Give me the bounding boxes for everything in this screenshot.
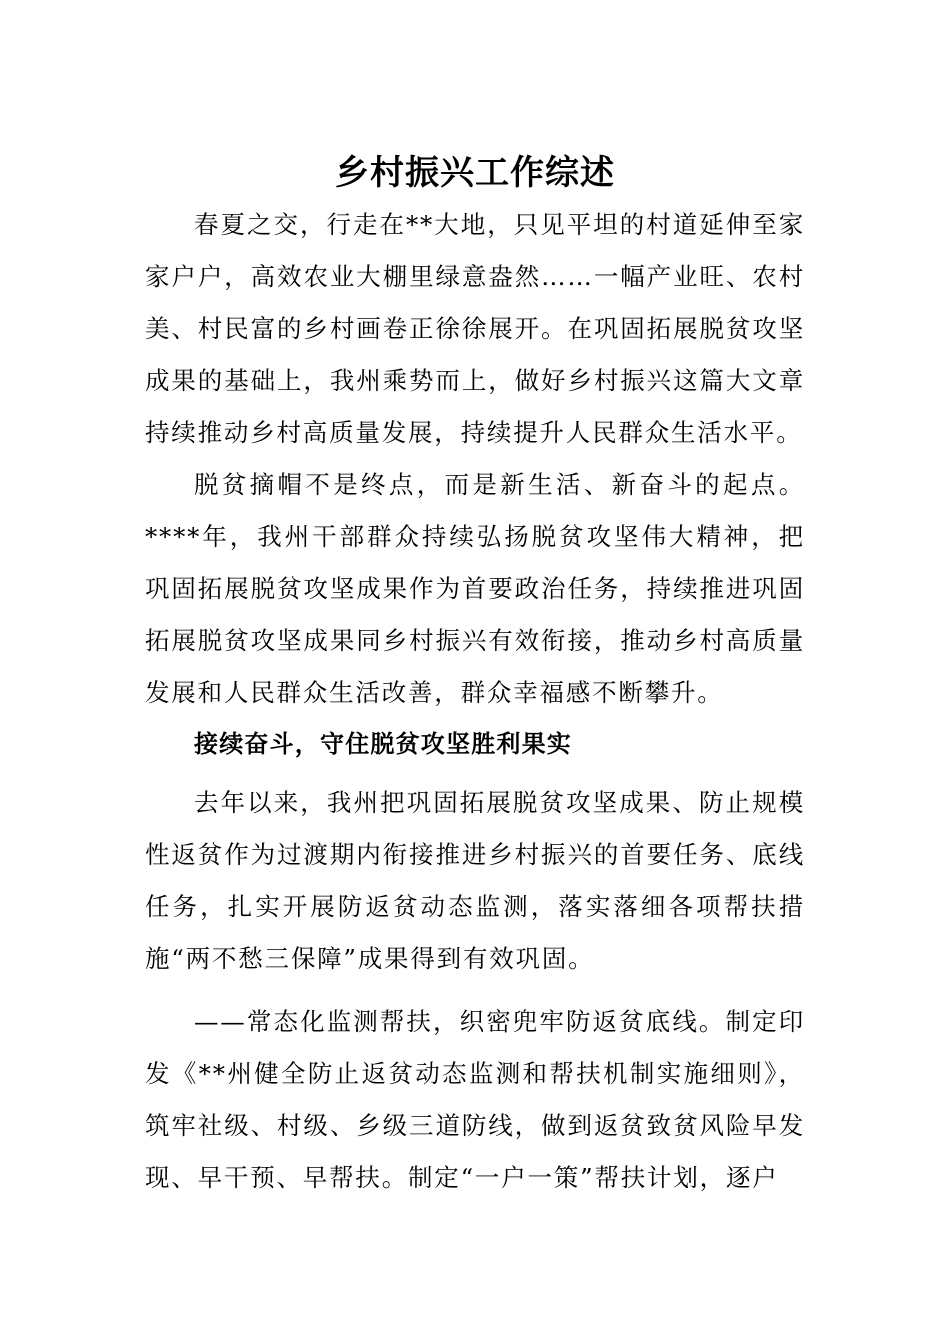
- section-heading: 接续奋斗，守住脱贫攻坚胜利果实: [194, 730, 572, 758]
- body-paragraph-consolidation: 去年以来，我州把巩固拓展脱贫攻坚成果、防止规模性返贫作为过渡期内衔接推进乡村振兴的首要任务、底线任务，扎实开展防返贫动态监测，落实落细各项帮扶措施“两不愁三保障”成果得到有效巩固。: [145, 788, 805, 973]
- body-paragraph-monitoring: ——常态化监测帮扶，织密兜牢防返贫底线。制定印发《**州健全防止返贫动态监测和帮扶机制实施细则》，筑牢社级、村级、乡级三道防线，做到返贫致贫风险早发现、早干预、早帮扶。制定“一户一策”帮扶计划，逐户: [145, 1007, 805, 1192]
- document-title: 乡村振兴工作综述: [335, 152, 615, 193]
- body-paragraph-intro: 春夏之交，行走在**大地，只见平坦的村道延伸至家家户户，高效农业大棚里绿意盎然……一幅产业旺、农村美、村民富的乡村画卷正徐徐展开。在巩固拓展脱贫攻坚成果的基础上，我州乘势而上，做好乡村振兴这篇大文章持续推动乡村高质量发展，持续提升人民群众生活水平。: [145, 210, 805, 447]
- body-paragraph-starting-point: 脱贫摘帽不是终点，而是新生活、新奋斗的起点。****年，我州干部群众持续弘扬脱贫攻坚伟大精神，把巩固拓展脱贫攻坚成果作为首要政治任务，持续推进巩固拓展脱贫攻坚成果同乡村振兴有效衔接，推动乡村高质量发展和人民群众生活改善，群众幸福感不断攀升。: [145, 470, 805, 707]
